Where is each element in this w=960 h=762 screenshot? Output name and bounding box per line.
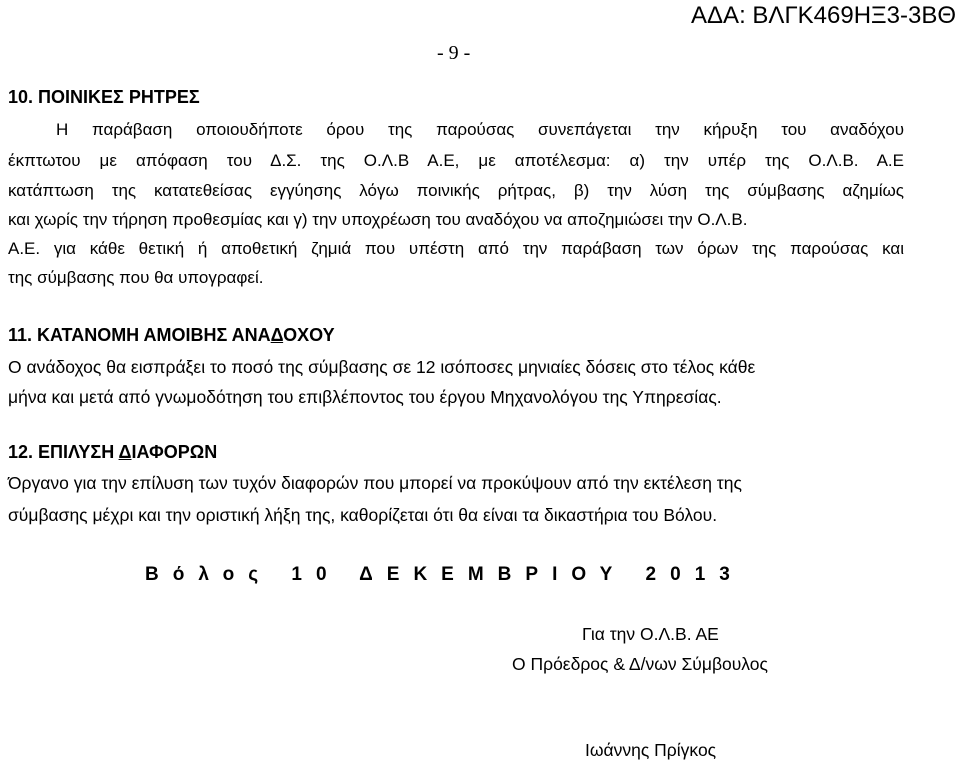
- signature-role: Ο Πρόεδρος & Δ/νων Σύμβουλος: [512, 654, 768, 674]
- section-12-heading-suffix: ΙΑΦΟΡΩΝ: [131, 442, 218, 462]
- signature-name: Ιωάννης Πρίγκος: [585, 740, 717, 760]
- section-10-line-4: και χωρίς την τήρηση προθεσμίας και γ) την υποχρέωση του αναδόχου να αποζημιώσει την Ο.Λ.Β.: [8, 210, 748, 229]
- section-12-line-1: Όργανο για την επίλυση των τυχόν διαφορών που μπορεί να προκύψουν από την εκτέλεση της: [8, 473, 742, 493]
- section-10-line-6: της σύμβασης που θα υπογραφεί.: [8, 268, 264, 287]
- section-10-line-2: έκπτωτου με απόφαση του Δ.Σ. της Ο.Λ.Β Α.Ε, με αποτέλεσμα: α) την υπέρ της Ο.Λ.Β. Α.Ε: [8, 151, 904, 170]
- section-12-heading: [8, 441, 217, 463]
- page-number: - 9 -: [437, 42, 471, 64]
- section-11-heading-suffix: ΟΧΟΥ: [283, 325, 335, 345]
- section-10-line-5: Α.Ε. για κάθε θετική ή αποθετική ζημιά που υπέστη από την παράβαση των όρων της παρούσας και: [8, 239, 904, 258]
- section-10-heading: 10. ΠΟΙΝΙΚΕΣ ΡΗΤΡΕΣ: [8, 87, 200, 107]
- section-12-heading-prefix: 12. ΕΠΙΛΥΣΗ: [8, 442, 119, 462]
- ada-code: ΑΔΑ: ΒΛΓΚ469ΗΞ3-3ΒΘ: [691, 2, 956, 29]
- section-11-line-1: Ο ανάδοχος θα εισπράξει το ποσό της σύμβασης σε 12 ισόποσες μηνιαίες δόσεις στο τέλος κάθε: [8, 357, 756, 377]
- section-11-line-2: μήνα και μετά από γνωμοδότηση του επιβλέποντος του έργου Μηχανολόγου της Υπηρεσίας.: [8, 387, 722, 407]
- section-10-line-1: Η παράβαση οποιουδήποτε όρου της παρούσας συνεπάγεται την κήρυξη του αναδόχου: [56, 120, 904, 139]
- section-10-line-3: κατάπτωση της κατατεθείσας εγγύησης λόγω ποινικής ρήτρας, β) την λύση της σύμβασης αζημίως: [8, 181, 904, 200]
- section-11-heading: [8, 324, 335, 346]
- section-11-heading-underlined: Δ: [270, 325, 284, 345]
- signature-org: Για την Ο.Λ.Β. ΑΕ: [582, 624, 719, 644]
- section-12-heading-underlined: Δ: [118, 442, 132, 462]
- section-12-line-2: σύμβασης μέχρι και την οριστική λήξη της, καθορίζεται ότι θα είναι τα δικαστήρια του Βόλου.: [8, 505, 718, 525]
- date-line: Βόλος 10 ΔΕΚΕΜΒΡΙΟΥ 2013: [145, 564, 744, 585]
- section-11-heading-prefix: 11. ΚΑΤΑΝΟΜΗ ΑΜΟΙΒΗΣ ΑΝΑ: [8, 325, 271, 345]
